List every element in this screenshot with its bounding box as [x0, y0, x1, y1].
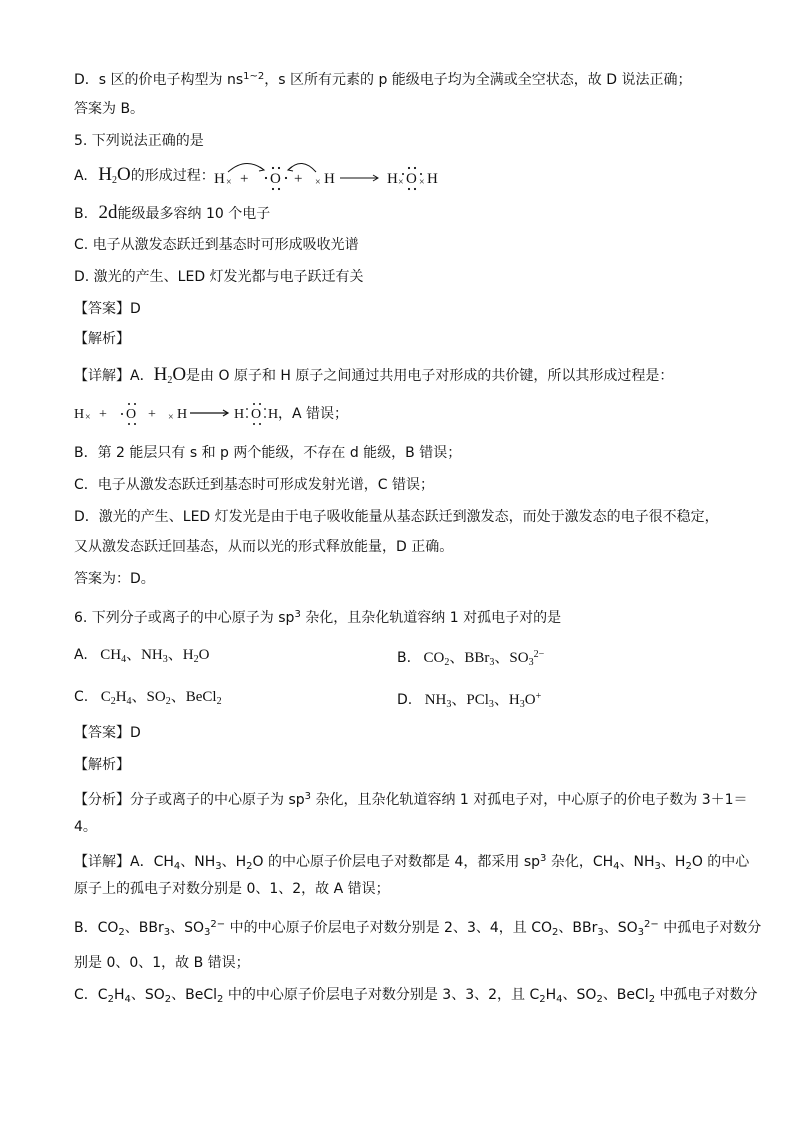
h-atom: H	[387, 171, 398, 187]
h-atom: H	[324, 171, 335, 187]
o-atom: O	[270, 171, 281, 187]
superscript: 1~2	[243, 71, 265, 82]
question-5-option-c: C. 电子从激发态跃迁到基态时可形成吸收光谱	[74, 237, 359, 253]
analysis-tag: 【解析】	[74, 757, 130, 773]
question-5-option-b: B. 2d能级最多容纳 10 个电子	[74, 202, 271, 223]
h-atom: H	[427, 171, 438, 187]
question-5-option-d: D. 激光的产生、LED 灯发光都与电子跃迁有关	[74, 269, 364, 285]
text: D．s 区的价电子构型为 ns	[74, 72, 244, 88]
question-6-option-d: D. $NH_3$、PCl$_3$、$H_3O^+$	[397, 691, 542, 710]
detail-line: 别是 0、0、1，故 B 错误；	[74, 955, 250, 971]
svg-text:+: +	[240, 171, 249, 187]
formula: 2d	[98, 202, 118, 223]
question-5-option-a	[74, 166, 215, 190]
text-line	[74, 68, 691, 89]
electron-dot-formation-diagram-2	[70, 398, 370, 428]
h-atom: H	[214, 171, 225, 187]
svg-text:H: H	[74, 407, 85, 422]
svg-text:×: ×	[85, 412, 91, 423]
option-label: A.	[74, 168, 88, 184]
svg-text:H: H	[177, 407, 188, 422]
question-6-option-b: B. $CO_2$、BBr$_3$、$SO_3^{2-}$	[397, 649, 545, 668]
svg-text:H: H	[268, 407, 279, 422]
svg-text:×: ×	[398, 177, 404, 188]
answer-tag: 【答案】D	[74, 725, 141, 741]
analysis-line: 【分析】分子或离子的中心原子为 $sp^3$ 杂化，且杂化轨道容纳 1 对孤电子对，中心原子的价电子数为 3＋1＝	[74, 791, 748, 808]
detail-line: 又从激发态跃迁回基态，从而以光的形式释放能量，D 正确。	[74, 539, 454, 555]
svg-text:O: O	[251, 407, 262, 422]
answer-line: 答案为：D。	[74, 571, 155, 587]
svg-text:H: H	[234, 407, 245, 422]
detail-line: 【详解】A．$H_2O$是由 O 原子和 H 原子之间通过共用电子对形成的共价键，所以其形成过程是：	[74, 364, 674, 386]
electron-dot-formation-diagram	[212, 156, 452, 192]
detail-line: C．电子从激发态跃迁到基态时可形成发射光谱，C 错误；	[74, 477, 434, 493]
text: 的形成过程：	[130, 168, 215, 184]
analysis-line: 4。	[74, 819, 97, 835]
text: ，s 区所有元素的 p 能级电子均为全满或全空状态，故 D 说法正确；	[264, 72, 692, 88]
answer-tag: 【答案】D	[74, 301, 141, 317]
detail-line: 【详解】A．$CH_4$、$NH_3$、$H_2O$ 的中心原子价层电子对数都是 4，都采用 $sp^3$ 杂化，$CH_4$、$NH_3$、$H_2O$ 的中心	[74, 853, 750, 872]
question-6-option-a: A. $CH_4$、$NH_3$、$H_2O$	[74, 647, 210, 665]
svg-text:+: +	[99, 407, 107, 422]
svg-text:+: +	[294, 171, 303, 187]
answer-line: 答案为 B。	[74, 101, 145, 117]
svg-text:×: ×	[168, 412, 174, 423]
svg-text:×: ×	[226, 177, 232, 188]
svg-text:，A 错误；: ，A 错误；	[278, 406, 349, 422]
detail-line: 原子上的孤电子对数分别是 0、1、2，故 A 错误；	[74, 881, 390, 897]
svg-text:×: ×	[315, 177, 321, 188]
question-6-stem: 6. 下列分子或离子的中心原子为 $sp^3$ 杂化，且杂化轨道容纳 1 对孤电子对的是	[74, 609, 562, 626]
detail-line: C．$C_2H_4$、$SO_2$、BeCl$_2$ 中的中心原子价层电子对数分别是 3、3、2，且 $C_2H_4$、$SO_2$、BeCl$_2$ 中孤电子对数分	[74, 987, 758, 1005]
detail-line: B．$CO_2$、BBr$_3$、$SO_3^{2-}$ 中的中心原子价层电子对数分别是 2、3、4，且 $CO_2$、BBr$_3$、$SO_3^{2-}$ 中孤电子对数分	[74, 919, 762, 938]
formula-h2o: $H_2O$	[98, 164, 131, 186]
question-6-option-c: C. $C_2H_4$、$SO_2$、BeCl$_2$	[74, 689, 222, 707]
svg-text:O: O	[126, 407, 137, 422]
svg-text:×: ×	[419, 177, 425, 188]
question-5-stem: 5. 下列说法正确的是	[74, 133, 204, 149]
formula-h2o: $H_2O$	[153, 364, 187, 386]
detail-line: B．第 2 能层只有 s 和 p 两个能级，不存在 d 能级，B 错误；	[74, 445, 462, 461]
analysis-tag: 【解析】	[74, 331, 130, 347]
detail-line: D．激光的产生、LED 灯发光是由于电子吸收能量从基态跃迁到激发态，而处于激发态的电子很不稳定，	[74, 509, 719, 525]
svg-text:+: +	[148, 407, 156, 422]
o-atom: O	[406, 171, 417, 187]
